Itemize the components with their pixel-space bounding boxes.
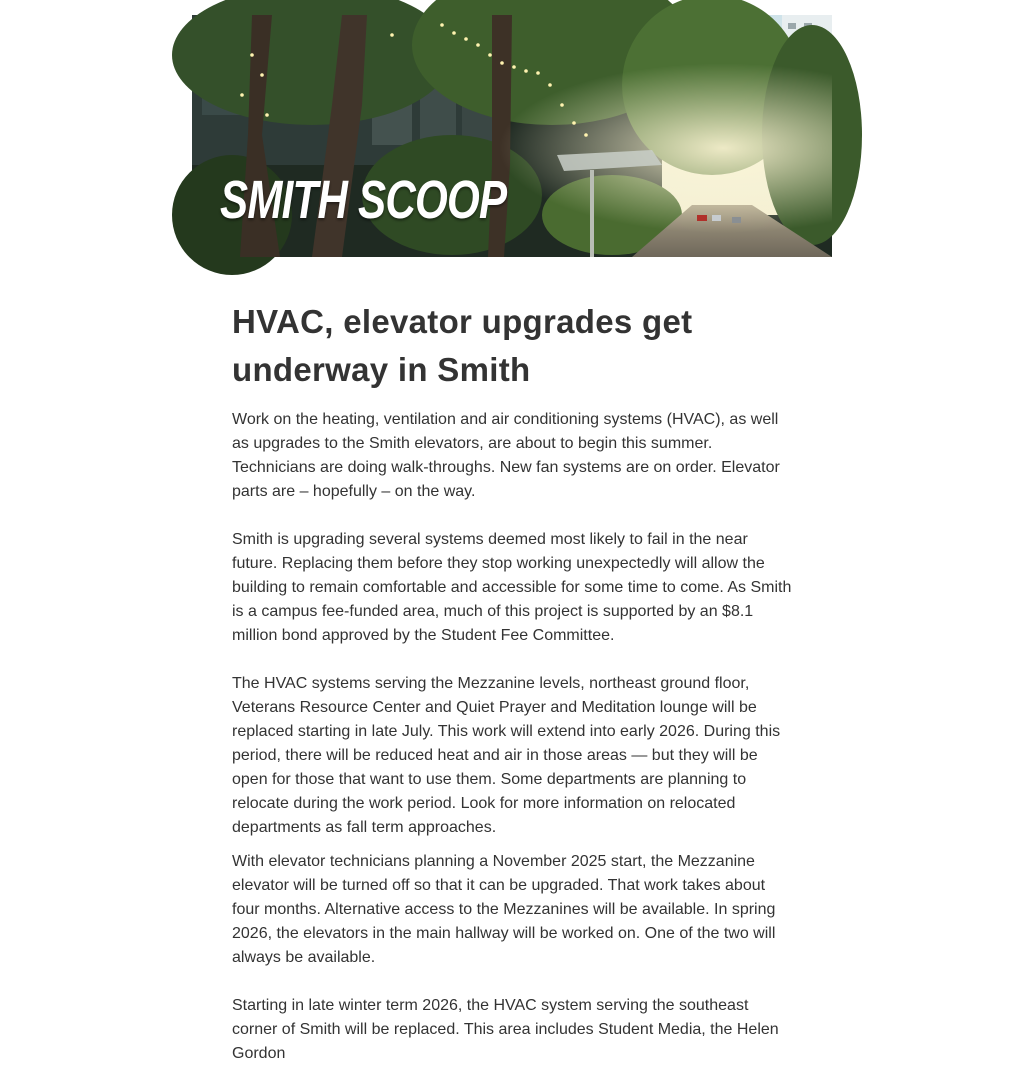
article-paragraph-1: Work on the heating, ventilation and air conditioning systems (HVAC), as well as upgrades to the Smith elevators, are about to begin this summer. Technicians are doing walk-throughs. New fan systems are on order. Elevator parts are – hopefully – on the way. xyxy=(232,411,780,500)
article-paragraph-2: Smith is upgrading several systems deemed most likely to fail in the near future. Replacing them before they stop working unexpectedly will allow the building to remain comfortable and accessible for some time to come. As Smith is a campus fee-funded area, much of this project is supported by an $8.1 million bond approved by the Student Fee Committee. xyxy=(232,531,792,644)
header-banner xyxy=(192,15,832,257)
article-paragraph-5: Starting in late winter term 2026, the HVAC system serving the southeast corner of Smith will be replaced. This area includes Student Media, the Helen Gordon xyxy=(232,997,779,1062)
article xyxy=(232,298,797,1066)
article-paragraph-3: The HVAC systems serving the Mezzanine levels, northeast ground floor, Veterans Resource Center and Quiet Prayer and Meditation lounge will be replaced starting in late July. This work will extend into early 2026. During this period, there will be reduced heat and air in those areas — but they will be open for those that want to use them. Some departments are planning to relocate during the work period. Look for more information on relocated departments as fall term approaches. xyxy=(232,675,781,836)
banner-title: SMITH SCOOP xyxy=(220,170,507,230)
article-headline: HVAC, elevator upgrades get underway in Smith xyxy=(232,303,693,388)
article-paragraph-4: With elevator technicians planning a November 2025 start, the Mezzanine elevator will be turned off so that it can be upgraded. That work takes about four months. Alternative access to the Mezzanines will be available. In spring 2026, the elevators in the main hallway will be worked on. One of the two will always be available. xyxy=(232,853,776,966)
